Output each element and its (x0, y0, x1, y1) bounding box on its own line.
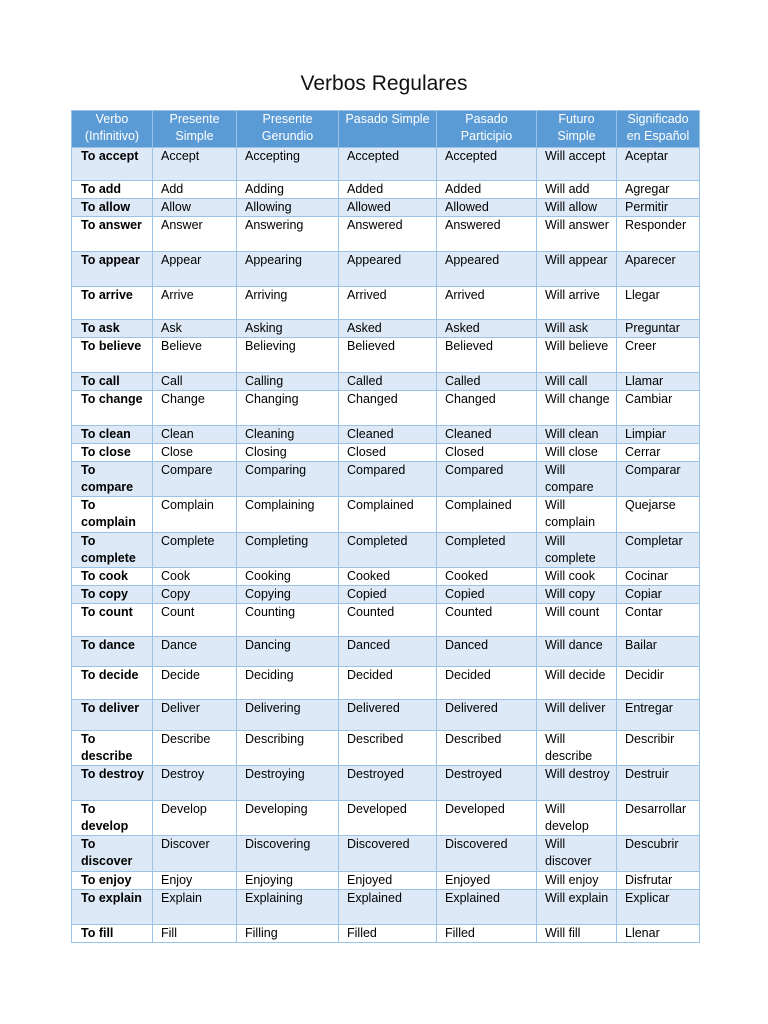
pasado-simple-cell: Cooked (339, 568, 437, 586)
significado-cell: Descubrir (617, 836, 700, 872)
table-row (72, 373, 700, 391)
presente-simple-cell: Describe (153, 731, 237, 766)
pasado-participio-cell: Cooked (437, 568, 537, 586)
pasado-participio-cell: Added (437, 181, 537, 199)
significado-cell: Disfrutar (617, 872, 700, 890)
pasado-participio-cell: Developed (437, 801, 537, 836)
presente-simple-cell: Arrive (153, 287, 237, 320)
verb-cell: To close (72, 444, 153, 462)
table-row (72, 217, 700, 252)
futuro-simple-cell: Will enjoy (537, 872, 617, 890)
futuro-simple-cell: Will explain (537, 890, 617, 925)
pasado-participio-cell: Danced (437, 637, 537, 667)
presente-simple-cell: Complete (153, 533, 237, 568)
significado-cell: Preguntar (617, 320, 700, 338)
pasado-simple-cell: Arrived (339, 287, 437, 320)
pasado-participio-cell: Compared (437, 462, 537, 497)
futuro-simple-cell: Will clean (537, 426, 617, 444)
futuro-simple-cell: Will fill (537, 925, 617, 943)
pasado-simple-cell: Destroyed (339, 766, 437, 801)
verb-cell: To cook (72, 568, 153, 586)
presente-simple-cell: Allow (153, 199, 237, 217)
pasado-participio-cell: Explained (437, 890, 537, 925)
table-row (72, 801, 700, 836)
presente-gerundio-cell: Closing (237, 444, 339, 462)
table-row (72, 287, 700, 320)
presente-simple-cell: Discover (153, 836, 237, 872)
pasado-simple-cell: Filled (339, 925, 437, 943)
futuro-simple-cell: Will cook (537, 568, 617, 586)
futuro-simple-cell: Will change (537, 391, 617, 426)
significado-cell: Explicar (617, 890, 700, 925)
verbs-table (71, 110, 700, 943)
table-row (72, 890, 700, 925)
pasado-simple-cell: Cleaned (339, 426, 437, 444)
header-significado: Significado en Español (617, 111, 700, 148)
pasado-simple-cell: Discovered (339, 836, 437, 872)
table-row (72, 444, 700, 462)
pasado-simple-cell: Allowed (339, 199, 437, 217)
significado-cell: Limpiar (617, 426, 700, 444)
verb-cell: To ask (72, 320, 153, 338)
presente-simple-cell: Enjoy (153, 872, 237, 890)
presente-gerundio-cell: Accepting (237, 148, 339, 181)
table-row (72, 872, 700, 890)
significado-cell: Aceptar (617, 148, 700, 181)
pasado-participio-cell: Allowed (437, 199, 537, 217)
presente-gerundio-cell: Answering (237, 217, 339, 252)
futuro-simple-cell: Will call (537, 373, 617, 391)
pasado-simple-cell: Accepted (339, 148, 437, 181)
pasado-simple-cell: Explained (339, 890, 437, 925)
pasado-simple-cell: Completed (339, 533, 437, 568)
pasado-simple-cell: Believed (339, 338, 437, 373)
verb-cell: To develop (72, 801, 153, 836)
table-row (72, 586, 700, 604)
significado-cell: Describir (617, 731, 700, 766)
table-row (72, 148, 700, 181)
header-verbo: Verbo (Infinitivo) (72, 111, 153, 148)
table-row (72, 836, 700, 872)
presente-simple-cell: Compare (153, 462, 237, 497)
pasado-participio-cell: Decided (437, 667, 537, 700)
pasado-simple-cell: Counted (339, 604, 437, 637)
presente-gerundio-cell: Believing (237, 338, 339, 373)
verb-cell: To count (72, 604, 153, 637)
presente-gerundio-cell: Cleaning (237, 426, 339, 444)
presente-simple-cell: Call (153, 373, 237, 391)
presente-simple-cell: Appear (153, 252, 237, 287)
pasado-participio-cell: Arrived (437, 287, 537, 320)
presente-simple-cell: Add (153, 181, 237, 199)
presente-gerundio-cell: Developing (237, 801, 339, 836)
verb-cell: To deliver (72, 700, 153, 731)
presente-simple-cell: Change (153, 391, 237, 426)
significado-cell: Destruir (617, 766, 700, 801)
verb-cell: To copy (72, 586, 153, 604)
table-row (72, 497, 700, 533)
presente-gerundio-cell: Asking (237, 320, 339, 338)
pasado-participio-cell: Cleaned (437, 426, 537, 444)
presente-simple-cell: Explain (153, 890, 237, 925)
table-row (72, 667, 700, 700)
pasado-participio-cell: Completed (437, 533, 537, 568)
verb-cell: To destroy (72, 766, 153, 801)
verb-cell: To fill (72, 925, 153, 943)
significado-cell: Copiar (617, 586, 700, 604)
presente-gerundio-cell: Calling (237, 373, 339, 391)
presente-gerundio-cell: Appearing (237, 252, 339, 287)
futuro-simple-cell: Will discover (537, 836, 617, 872)
presente-gerundio-cell: Enjoying (237, 872, 339, 890)
presente-gerundio-cell: Adding (237, 181, 339, 199)
presente-simple-cell: Destroy (153, 766, 237, 801)
futuro-simple-cell: Will compare (537, 462, 617, 497)
presente-gerundio-cell: Counting (237, 604, 339, 637)
presente-simple-cell: Accept (153, 148, 237, 181)
futuro-simple-cell: Will copy (537, 586, 617, 604)
pasado-participio-cell: Believed (437, 338, 537, 373)
significado-cell: Agregar (617, 181, 700, 199)
futuro-simple-cell: Will close (537, 444, 617, 462)
table-row (72, 338, 700, 373)
futuro-simple-cell: Will complain (537, 497, 617, 533)
presente-gerundio-cell: Cooking (237, 568, 339, 586)
verb-cell: To allow (72, 199, 153, 217)
presente-gerundio-cell: Copying (237, 586, 339, 604)
pasado-participio-cell: Asked (437, 320, 537, 338)
table-row (72, 199, 700, 217)
presente-gerundio-cell: Filling (237, 925, 339, 943)
pasado-simple-cell: Complained (339, 497, 437, 533)
significado-cell: Responder (617, 217, 700, 252)
verb-cell: To clean (72, 426, 153, 444)
table-row (72, 252, 700, 287)
verb-cell: To discover (72, 836, 153, 872)
pasado-simple-cell: Appeared (339, 252, 437, 287)
presente-simple-cell: Dance (153, 637, 237, 667)
presente-simple-cell: Fill (153, 925, 237, 943)
verb-cell: To believe (72, 338, 153, 373)
verb-cell: To explain (72, 890, 153, 925)
futuro-simple-cell: Will accept (537, 148, 617, 181)
verb-cell: To accept (72, 148, 153, 181)
significado-cell: Cambiar (617, 391, 700, 426)
header-pasado-simple: Pasado Simple (339, 111, 437, 148)
pasado-participio-cell: Enjoyed (437, 872, 537, 890)
verb-cell: To complain (72, 497, 153, 533)
futuro-simple-cell: Will deliver (537, 700, 617, 731)
verb-cell: To add (72, 181, 153, 199)
futuro-simple-cell: Will count (537, 604, 617, 637)
significado-cell: Llenar (617, 925, 700, 943)
table-row (72, 700, 700, 731)
significado-cell: Llegar (617, 287, 700, 320)
pasado-participio-cell: Delivered (437, 700, 537, 731)
pasado-participio-cell: Discovered (437, 836, 537, 872)
verb-cell: To answer (72, 217, 153, 252)
futuro-simple-cell: Will appear (537, 252, 617, 287)
table-row (72, 731, 700, 766)
significado-cell: Contar (617, 604, 700, 637)
pasado-simple-cell: Described (339, 731, 437, 766)
significado-cell: Llamar (617, 373, 700, 391)
presente-simple-cell: Believe (153, 338, 237, 373)
futuro-simple-cell: Will ask (537, 320, 617, 338)
pasado-participio-cell: Filled (437, 925, 537, 943)
pasado-simple-cell: Added (339, 181, 437, 199)
header-presente-simple: Presente Simple (153, 111, 237, 148)
pasado-simple-cell: Delivered (339, 700, 437, 731)
pasado-simple-cell: Danced (339, 637, 437, 667)
futuro-simple-cell: Will describe (537, 731, 617, 766)
significado-cell: Cocinar (617, 568, 700, 586)
verb-cell: To dance (72, 637, 153, 667)
presente-simple-cell: Copy (153, 586, 237, 604)
futuro-simple-cell: Will decide (537, 667, 617, 700)
significado-cell: Cerrar (617, 444, 700, 462)
pasado-participio-cell: Changed (437, 391, 537, 426)
futuro-simple-cell: Will answer (537, 217, 617, 252)
table-row (72, 637, 700, 667)
futuro-simple-cell: Will add (537, 181, 617, 199)
presente-gerundio-cell: Changing (237, 391, 339, 426)
verb-cell: To complete (72, 533, 153, 568)
pasado-simple-cell: Developed (339, 801, 437, 836)
verb-cell: To describe (72, 731, 153, 766)
futuro-simple-cell: Will dance (537, 637, 617, 667)
header-presente-gerundio: Presente Gerundio (237, 111, 339, 148)
table-row (72, 533, 700, 568)
futuro-simple-cell: Will arrive (537, 287, 617, 320)
table-row (72, 320, 700, 338)
significado-cell: Desarrollar (617, 801, 700, 836)
futuro-simple-cell: Will develop (537, 801, 617, 836)
pasado-simple-cell: Closed (339, 444, 437, 462)
table-row (72, 181, 700, 199)
pasado-participio-cell: Described (437, 731, 537, 766)
pasado-participio-cell: Counted (437, 604, 537, 637)
pasado-participio-cell: Called (437, 373, 537, 391)
significado-cell: Decidir (617, 667, 700, 700)
header-pasado-participio: Pasado Participio (437, 111, 537, 148)
pasado-simple-cell: Called (339, 373, 437, 391)
verb-cell: To arrive (72, 287, 153, 320)
presente-gerundio-cell: Dancing (237, 637, 339, 667)
presente-simple-cell: Cook (153, 568, 237, 586)
significado-cell: Bailar (617, 637, 700, 667)
pasado-simple-cell: Decided (339, 667, 437, 700)
table-row (72, 604, 700, 637)
verb-cell: To change (72, 391, 153, 426)
significado-cell: Permitir (617, 199, 700, 217)
futuro-simple-cell: Will complete (537, 533, 617, 568)
page-title: Verbos Regulares (300, 72, 468, 95)
verb-cell: To enjoy (72, 872, 153, 890)
presente-gerundio-cell: Destroying (237, 766, 339, 801)
verb-cell: To call (72, 373, 153, 391)
presente-gerundio-cell: Completing (237, 533, 339, 568)
presente-simple-cell: Count (153, 604, 237, 637)
pasado-simple-cell: Answered (339, 217, 437, 252)
significado-cell: Completar (617, 533, 700, 568)
table-row (72, 391, 700, 426)
pasado-participio-cell: Copied (437, 586, 537, 604)
verb-cell: To appear (72, 252, 153, 287)
significado-cell: Comparar (617, 462, 700, 497)
header-futuro-simple: Futuro Simple (537, 111, 617, 148)
presente-simple-cell: Deliver (153, 700, 237, 731)
presente-gerundio-cell: Comparing (237, 462, 339, 497)
futuro-simple-cell: Will believe (537, 338, 617, 373)
presente-simple-cell: Decide (153, 667, 237, 700)
presente-simple-cell: Close (153, 444, 237, 462)
pasado-simple-cell: Compared (339, 462, 437, 497)
significado-cell: Quejarse (617, 497, 700, 533)
pasado-participio-cell: Destroyed (437, 766, 537, 801)
table-row (72, 766, 700, 801)
futuro-simple-cell: Will destroy (537, 766, 617, 801)
presente-gerundio-cell: Describing (237, 731, 339, 766)
presente-simple-cell: Develop (153, 801, 237, 836)
significado-cell: Aparecer (617, 252, 700, 287)
table-row (72, 925, 700, 943)
table-row (72, 462, 700, 497)
table-body (72, 148, 700, 943)
table-row (72, 426, 700, 444)
presente-gerundio-cell: Allowing (237, 199, 339, 217)
presente-simple-cell: Complain (153, 497, 237, 533)
pasado-simple-cell: Enjoyed (339, 872, 437, 890)
pasado-participio-cell: Answered (437, 217, 537, 252)
significado-cell: Entregar (617, 700, 700, 731)
pasado-simple-cell: Asked (339, 320, 437, 338)
pasado-participio-cell: Accepted (437, 148, 537, 181)
pasado-simple-cell: Copied (339, 586, 437, 604)
presente-gerundio-cell: Deciding (237, 667, 339, 700)
table-row (72, 568, 700, 586)
presente-gerundio-cell: Explaining (237, 890, 339, 925)
verb-cell: To compare (72, 462, 153, 497)
presente-gerundio-cell: Delivering (237, 700, 339, 731)
presente-gerundio-cell: Discovering (237, 836, 339, 872)
significado-cell: Creer (617, 338, 700, 373)
pasado-participio-cell: Appeared (437, 252, 537, 287)
pasado-simple-cell: Changed (339, 391, 437, 426)
presente-simple-cell: Clean (153, 426, 237, 444)
presente-gerundio-cell: Arriving (237, 287, 339, 320)
presente-simple-cell: Ask (153, 320, 237, 338)
presente-simple-cell: Answer (153, 217, 237, 252)
presente-gerundio-cell: Complaining (237, 497, 339, 533)
pasado-participio-cell: Complained (437, 497, 537, 533)
table-header-row (72, 111, 700, 148)
verb-cell: To decide (72, 667, 153, 700)
futuro-simple-cell: Will allow (537, 199, 617, 217)
pasado-participio-cell: Closed (437, 444, 537, 462)
